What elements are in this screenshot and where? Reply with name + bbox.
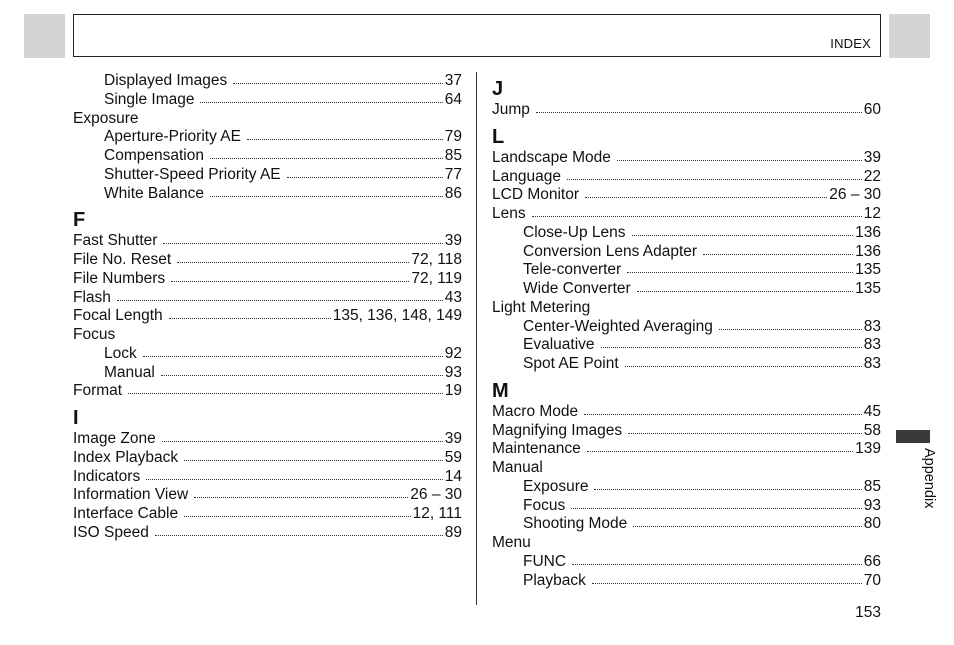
entry-term: LCD Monitor [492,186,579,204]
dot-leader [184,460,443,461]
entry-pages: 83 [863,336,881,354]
entry-term: Exposure [73,109,139,127]
index-subentry [492,572,881,591]
dot-leader [200,102,442,103]
dot-leader [161,375,443,376]
dot-leader [592,583,862,584]
entry-term: Displayed Images [104,72,228,89]
index-entry [73,110,462,129]
dot-leader [128,393,443,394]
index-subentry [73,72,462,91]
index-subentry [492,261,881,280]
index-subentry [73,364,462,383]
entry-term: Index Playback [73,448,179,466]
entry-term: Fast Shutter [73,232,158,250]
entry-term: Shooting Mode [523,515,628,533]
index-subentry [73,166,462,185]
dot-leader [536,112,862,113]
entry-pages: 37 [444,72,462,89]
entry-pages: 60 [863,101,881,118]
entry-pages: 80 [863,515,881,533]
entry-pages: 136 [855,242,881,260]
entry-pages: 136 [855,223,881,241]
dot-leader [233,83,443,84]
entry-term: Close-Up Lens [523,223,626,241]
dot-leader [633,526,861,527]
entry-term: Magnifying Images [492,421,623,439]
dot-leader [617,160,862,161]
entry-pages: 58 [863,421,881,439]
index-entry [73,232,462,251]
entry-term: Format [73,382,123,400]
entry-pages: 43 [444,288,462,306]
dot-leader [584,414,862,415]
dot-leader [585,197,827,198]
dot-leader [169,318,331,319]
entry-term: Light Metering [492,298,591,316]
entry-term: Exposure [523,477,589,495]
dot-leader [171,281,409,282]
entry-term: Center-Weighted Averaging [523,317,713,335]
entry-pages: 64 [444,90,462,108]
index-entry [73,289,462,308]
section-letter: M [492,379,509,402]
entry-term: Single Image [104,90,195,108]
entry-term: Playback [523,571,586,589]
entry-pages: 39 [863,148,881,166]
index-subentry [492,355,881,374]
index-entry [492,101,881,120]
entry-term: Lock [104,344,137,362]
dot-leader [184,516,410,517]
dot-leader [287,177,443,178]
corner-block-left [24,14,65,58]
column-divider [476,72,477,605]
index-subentry [73,91,462,110]
dot-leader [632,235,854,236]
section-letter: L [492,125,505,148]
corner-block-right [889,14,930,58]
dot-leader [194,497,408,498]
dot-leader [247,139,443,140]
dot-leader [117,300,443,301]
index-subentry [492,515,881,534]
section-letter: I [73,407,79,429]
index-entry [73,251,462,270]
entry-term: ISO Speed [73,523,149,541]
index-entry [492,186,881,205]
dot-leader [210,196,443,197]
entry-pages: 26 – 30 [410,486,462,504]
dot-leader [627,272,853,273]
index-subentry [73,185,462,204]
entry-pages: 135 [855,280,881,297]
entry-pages: 83 [863,317,881,335]
dot-leader [567,179,862,180]
entry-term: Wide Converter [523,280,631,297]
entry-pages: 92 [444,344,462,362]
entry-pages: 89 [444,523,462,541]
entry-pages: 135, 136, 148, 149 [332,307,462,325]
index-entry [73,382,462,401]
entry-pages: 86 [444,184,462,202]
entry-term: FUNC [523,552,567,570]
entry-pages: 139 [855,440,881,458]
index-subentry [492,497,881,516]
entry-term: White Balance [104,184,204,202]
dot-leader [155,535,443,536]
dot-leader [146,479,443,480]
index-entry [492,299,881,318]
index-entry [73,307,462,326]
entry-pages: 19 [444,382,462,400]
entry-pages: 83 [863,355,881,372]
dot-leader [628,433,862,434]
dot-leader [587,451,853,452]
index-entry [73,468,462,487]
entry-pages: 59 [444,448,462,466]
index-entry [492,205,881,224]
index-entry [73,486,462,505]
section-letter: F [73,209,86,232]
index-entry [73,326,462,345]
entry-term: Aperture-Priority AE [104,128,241,146]
dot-leader [601,347,862,348]
entry-term: Spot AE Point [523,355,619,372]
dot-leader [625,366,862,367]
entry-pages: 93 [863,496,881,514]
index-subentry [492,243,881,262]
entry-term: Menu [492,534,531,551]
index-entry [492,168,881,187]
entry-term: File Numbers [73,269,166,287]
entry-pages: 85 [863,477,881,495]
entry-pages: 66 [863,552,881,570]
entry-term: Focus [73,326,116,343]
section-letter: J [492,78,504,100]
entry-term: Compensation [104,147,204,164]
index-column-left [73,72,462,543]
dot-leader [637,291,853,292]
entry-pages: 70 [863,571,881,589]
entry-pages: 22 [863,167,881,185]
entry-term: Maintenance [492,440,581,458]
dot-leader [571,508,862,509]
section-tab [895,448,937,528]
entry-term: Evaluative [523,336,595,354]
entry-pages: 135 [855,261,881,279]
entry-term: File No. Reset [73,251,172,268]
entry-pages: 39 [444,232,462,250]
entry-pages: 26 – 30 [829,186,881,204]
entry-term: Tele-converter [523,261,622,279]
entry-pages: 79 [444,128,462,146]
page-number: 153 [855,604,881,621]
entry-pages: 12 [863,205,881,222]
index-subentry [492,224,881,243]
index-entry [73,270,462,289]
page-header [73,14,881,57]
entry-term: Macro Mode [492,402,579,420]
dot-leader [143,356,443,357]
entry-term: Conversion Lens Adapter [523,242,698,260]
index-entry [492,459,881,478]
dot-leader [594,489,861,490]
entry-term: Language [492,167,561,185]
index-entry [73,505,462,524]
entry-pages: 85 [444,147,462,164]
entry-pages: 45 [863,402,881,420]
section-tab-label: Appendix [921,448,937,509]
entry-pages: 14 [444,467,462,485]
entry-term: Landscape Mode [492,148,611,166]
entry-pages: 72, 118 [411,251,462,268]
index-entry [73,430,462,449]
entry-term: Focal Length [73,307,163,325]
entry-term: Indicators [73,467,141,485]
index-subentry [73,147,462,166]
index-entry [73,524,462,543]
index-entry [492,403,881,422]
entry-term: Flash [73,288,111,306]
section-title: INDEX [830,36,871,51]
entry-term: Interface Cable [73,505,179,522]
index-entry [492,534,881,553]
dot-leader [162,441,443,442]
entry-term: Lens [492,205,526,222]
index-entry [492,440,881,459]
index-subentry [492,336,881,355]
index-entry [492,149,881,168]
index-subentry [492,478,881,497]
entry-pages: 72, 119 [411,269,462,287]
dot-leader [719,329,862,330]
dot-leader [703,254,853,255]
index-entry [73,449,462,468]
index-entry [492,422,881,441]
dot-leader [532,216,862,217]
entry-term: Manual [104,363,155,381]
entry-term: Image Zone [73,430,156,447]
entry-term: Information View [73,486,189,504]
dot-leader [572,564,862,565]
entry-pages: 12, 111 [412,505,462,522]
entry-pages: 93 [444,363,462,381]
entry-term: Manual [492,459,543,476]
index-subentry [73,128,462,147]
index-subentry [492,280,881,299]
section-tab-marker [896,430,930,443]
entry-term: Shutter-Speed Priority AE [104,165,281,183]
entry-pages: 39 [444,430,462,447]
entry-term: Jump [492,101,530,118]
entry-term: Focus [523,496,566,514]
index-subentry [73,345,462,364]
dot-leader [210,158,443,159]
dot-leader [163,243,442,244]
index-subentry [492,318,881,337]
index-subentry [492,553,881,572]
entry-pages: 77 [444,165,462,183]
index-column-right [492,72,881,590]
dot-leader [177,262,409,263]
